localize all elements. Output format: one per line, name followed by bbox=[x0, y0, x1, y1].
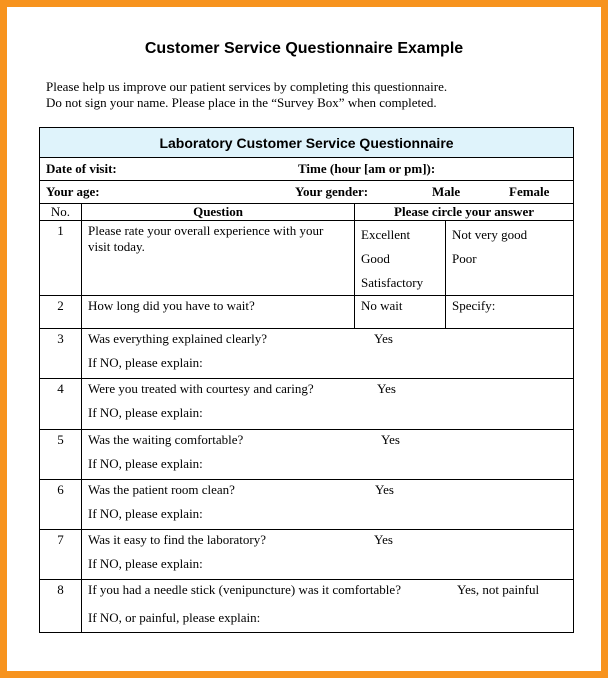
questionnaire-table bbox=[39, 127, 574, 633]
answer-option-yes[interactable]: Yes bbox=[377, 381, 396, 396]
question-cell bbox=[82, 329, 574, 379]
column-header-no: No. bbox=[40, 204, 82, 221]
question-number: 2 bbox=[40, 296, 82, 329]
answer-specify-field[interactable]: Specify: bbox=[446, 296, 574, 329]
question-text: Please rate your overall experience with your visit today. bbox=[82, 221, 355, 296]
gender-label: Your gender: bbox=[295, 184, 369, 199]
question-cell bbox=[82, 480, 574, 530]
answer-option-yes[interactable]: Yes bbox=[374, 331, 393, 346]
question-number: 7 bbox=[40, 530, 82, 580]
page-title: Customer Service Questionnaire Example bbox=[144, 40, 464, 57]
column-header-answer: Please circle your answer bbox=[355, 204, 574, 221]
question-text: Was the patient room clean? bbox=[88, 482, 235, 497]
question-number: 3 bbox=[40, 329, 82, 379]
question-text: How long did you have to wait? bbox=[82, 296, 355, 329]
answer-option-yes-not-painful[interactable]: Yes, not painful bbox=[457, 582, 540, 597]
table-row bbox=[40, 580, 574, 633]
question-cell bbox=[82, 430, 574, 480]
answer-option-excellent[interactable]: Excellent bbox=[361, 227, 411, 242]
answer-option-not-very-good[interactable]: Not very good bbox=[452, 227, 528, 242]
gender-option-female[interactable]: Female bbox=[509, 184, 550, 199]
question-text: If you had a needle stick (venipuncture) was it comfortable? bbox=[88, 582, 401, 597]
table-row bbox=[40, 329, 574, 379]
followup-prompt[interactable]: If NO, please explain: bbox=[88, 355, 203, 370]
column-header-question: Question bbox=[82, 204, 355, 221]
question-text: Was it easy to find the laboratory? bbox=[88, 532, 267, 547]
table-row bbox=[40, 221, 574, 296]
question-text: Was everything explained clearly? bbox=[88, 331, 268, 346]
table-row bbox=[40, 430, 574, 480]
table-row bbox=[40, 379, 574, 430]
answer-option-satisfactory[interactable]: Satisfactory bbox=[361, 275, 424, 290]
date-of-visit-label: Date of visit: bbox=[46, 161, 117, 176]
question-text: Were you treated with courtesy and caring? bbox=[88, 381, 314, 396]
answer-option-good[interactable]: Good bbox=[361, 251, 390, 266]
demographics-row bbox=[40, 181, 574, 204]
table-row bbox=[40, 296, 574, 329]
question-cell bbox=[82, 530, 574, 580]
question-number: 5 bbox=[40, 430, 82, 480]
table-row bbox=[40, 530, 574, 580]
followup-prompt[interactable]: If NO, please explain: bbox=[88, 405, 203, 420]
answer-options-left bbox=[355, 221, 446, 296]
answer-option-poor[interactable]: Poor bbox=[452, 251, 477, 266]
answer-option-yes[interactable]: Yes bbox=[375, 482, 394, 497]
gender-option-male[interactable]: Male bbox=[432, 184, 461, 199]
question-number: 1 bbox=[40, 221, 82, 296]
question-text: Was the waiting comfortable? bbox=[88, 432, 244, 447]
table-row bbox=[40, 480, 574, 530]
answer-option-yes[interactable]: Yes bbox=[374, 532, 393, 547]
document-page bbox=[7, 7, 601, 671]
form-banner: Laboratory Customer Service Questionnaire bbox=[40, 128, 574, 158]
question-number: 8 bbox=[40, 580, 82, 633]
question-number: 4 bbox=[40, 379, 82, 430]
answer-options-right bbox=[446, 221, 574, 296]
answer-option-no-wait[interactable]: No wait bbox=[355, 296, 446, 329]
answer-option-yes[interactable]: Yes bbox=[381, 432, 400, 447]
followup-prompt[interactable]: If NO, please explain: bbox=[88, 506, 203, 521]
age-label: Your age: bbox=[46, 184, 100, 199]
visit-info-row bbox=[40, 158, 574, 181]
time-label: Time (hour [am or pm]): bbox=[298, 161, 436, 176]
intro-line-2: Do not sign your name. Please place in the “Survey Box” when completed. bbox=[46, 95, 437, 110]
question-number: 6 bbox=[40, 480, 82, 530]
followup-prompt[interactable]: If NO, or painful, please explain: bbox=[88, 610, 261, 625]
intro-line-1: Please help us improve our patient services by completing this questionnaire. bbox=[46, 79, 448, 94]
followup-prompt[interactable]: If NO, please explain: bbox=[88, 456, 203, 471]
question-cell bbox=[82, 580, 574, 633]
followup-prompt[interactable]: If NO, please explain: bbox=[88, 556, 203, 571]
question-cell bbox=[82, 379, 574, 430]
